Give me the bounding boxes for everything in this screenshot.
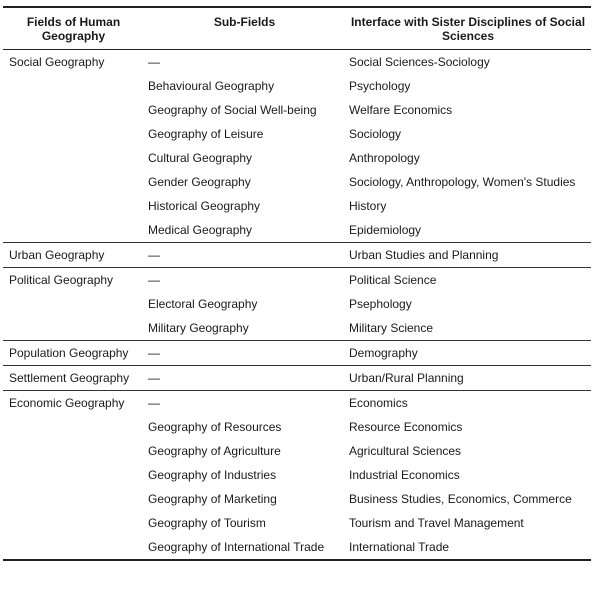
table-row — [3, 122, 591, 146]
interface-cell: Urban/Rural Planning — [345, 366, 591, 391]
interface-cell: Anthropology — [349, 151, 420, 165]
subfield-cell: — — [144, 341, 345, 366]
field-cell — [3, 415, 144, 439]
field-cell — [3, 535, 144, 560]
interface-cell: Demography — [345, 341, 591, 366]
table-row — [3, 463, 591, 487]
interface-cell: Tourism and Travel Management — [349, 516, 524, 530]
table-row — [3, 74, 591, 98]
header-row — [3, 7, 591, 50]
field-cell — [3, 170, 144, 194]
field-cell — [3, 74, 144, 98]
interface-cell: Psychology — [349, 79, 411, 93]
field-cell: Political Geography — [3, 268, 144, 293]
table-body — [3, 50, 591, 561]
header-interface: Interface with Sister Disciplines of Social Sciences — [345, 7, 591, 50]
interface-cell: Social Sciences-Sociology — [345, 50, 591, 75]
subfield-cell: Behavioural Geography — [148, 79, 275, 93]
interface-cell: Economics — [345, 391, 591, 416]
interface-cell: Epidemiology — [349, 223, 422, 237]
subfield-cell: Electoral Geography — [148, 297, 258, 311]
table-row — [3, 366, 591, 391]
interface-cell: Urban Studies and Planning — [345, 243, 591, 268]
table-row — [3, 194, 591, 218]
subfield-cell: Geography of Resources — [148, 420, 282, 434]
subfield-cell: Geography of Social Well-being — [148, 103, 317, 117]
table-row — [3, 511, 591, 535]
field-cell: Social Geography — [3, 50, 144, 75]
table-row — [3, 391, 591, 416]
table-row — [3, 415, 591, 439]
field-cell — [3, 292, 144, 316]
subfield-cell: Geography of Tourism — [148, 516, 266, 530]
subfield-cell: Geography of Leisure — [148, 127, 264, 141]
subfield-cell: Historical Geography — [148, 199, 261, 213]
field-cell — [3, 218, 144, 243]
table-row — [3, 243, 591, 268]
interface-cell: International Trade — [345, 535, 591, 560]
subfield-cell: — — [144, 50, 345, 75]
table-row — [3, 170, 591, 194]
subfield-cell: — — [144, 268, 345, 293]
table-row — [3, 218, 591, 243]
interface-cell: Agricultural Sciences — [349, 444, 462, 458]
table-row — [3, 316, 591, 341]
field-cell — [3, 463, 144, 487]
interface-cell: Industrial Economics — [349, 468, 460, 482]
table-header — [3, 7, 591, 50]
field-cell: Settlement Geography — [3, 366, 144, 391]
interface-cell: Sociology — [349, 127, 402, 141]
table-row — [3, 535, 591, 560]
subfield-cell: — — [144, 243, 345, 268]
table-row — [3, 268, 591, 293]
interface-cell: Business Studies, Economics, Commerce — [349, 492, 572, 506]
field-cell — [3, 511, 144, 535]
field-cell: Population Geography — [3, 341, 144, 366]
header-subfields: Sub-Fields — [144, 7, 345, 50]
subfield-cell: — — [144, 391, 345, 416]
field-cell — [3, 487, 144, 511]
field-cell — [3, 316, 144, 341]
interface-cell: Welfare Economics — [349, 103, 453, 117]
interface-cell: Resource Economics — [349, 420, 463, 434]
field-cell: Economic Geography — [3, 391, 144, 416]
field-cell: Urban Geography — [3, 243, 144, 268]
table-row — [3, 341, 591, 366]
header-fields: Fields of Human Geography — [3, 7, 144, 50]
subfield-cell: — — [144, 366, 345, 391]
table-row — [3, 487, 591, 511]
subfield-cell: Geography of Agriculture — [148, 444, 281, 458]
field-cell — [3, 439, 144, 463]
field-cell — [3, 194, 144, 218]
subfield-cell: Military Geography — [148, 321, 249, 335]
subfield-cell: Geography of Industries — [148, 468, 277, 482]
subfield-cell: Gender Geography — [148, 175, 251, 189]
human-geography-table — [3, 6, 591, 561]
interface-cell: Political Science — [345, 268, 591, 293]
table-row — [3, 439, 591, 463]
table-row — [3, 292, 591, 316]
interface-cell: Military Science — [349, 321, 434, 335]
table-row — [3, 146, 591, 170]
field-cell — [3, 146, 144, 170]
subfield-cell: Geography of International Trade — [144, 535, 345, 560]
field-cell — [3, 122, 144, 146]
field-cell — [3, 98, 144, 122]
interface-cell: History — [349, 199, 387, 213]
interface-cell: Psephology — [349, 297, 412, 311]
interface-cell: Sociology, Anthropology, Women's Studies — [349, 175, 576, 189]
subfield-cell: Medical Geography — [148, 223, 253, 237]
subfield-cell: Cultural Geography — [148, 151, 253, 165]
table-row — [3, 50, 591, 75]
table-row — [3, 98, 591, 122]
subfield-cell: Geography of Marketing — [148, 492, 277, 506]
